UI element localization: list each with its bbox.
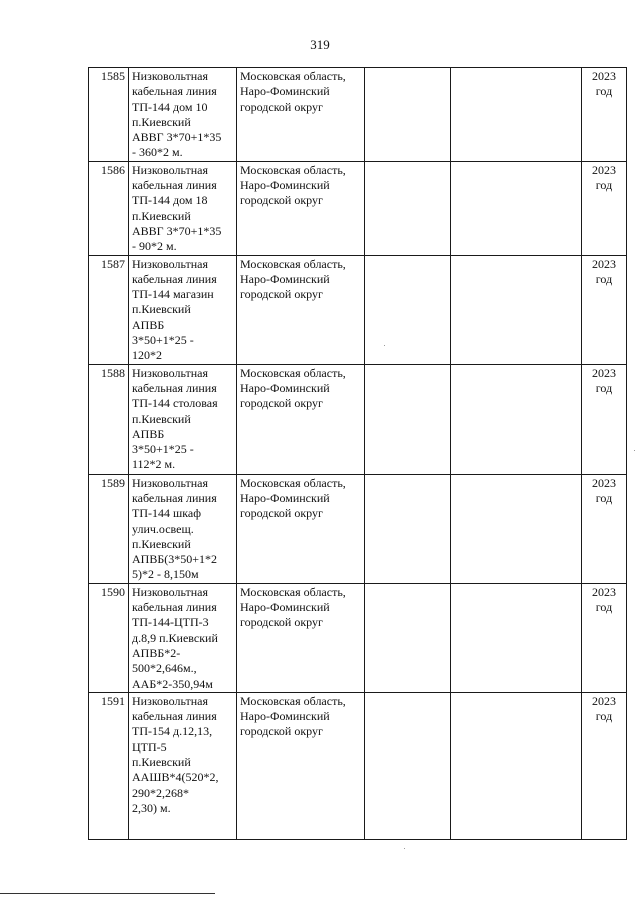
empty-cell <box>451 692 582 839</box>
year-cell: 2023 год <box>582 364 627 474</box>
row-number-cell: 1588 <box>89 364 129 474</box>
row-number-cell: 1587 <box>89 255 129 364</box>
location-cell: Московская область, Наро-Фоминский городской округ <box>237 583 365 692</box>
empty-cell <box>451 255 582 364</box>
year-cell: 2023 год <box>582 255 627 364</box>
scan-speck <box>404 848 405 849</box>
row-number-cell: 1586 <box>89 161 129 255</box>
scan-speck <box>384 345 385 346</box>
object-name-cell: Низковольтная кабельная линия ТП-144 магазин п.Киевский АПВБ 3*50+1*25 - 120*2 <box>129 255 237 364</box>
table-row <box>89 68 627 162</box>
empty-cell <box>451 364 582 474</box>
footnote-rule <box>0 893 215 894</box>
registry-table-body <box>89 68 627 840</box>
object-name-cell: Низковольтная кабельная линия ТП-144 шкаф улич.освещ. п.Киевский АПВБ(3*50+1*2 5)*2 - 8,150м <box>129 474 237 583</box>
empty-cell <box>365 474 451 583</box>
year-cell: 2023 год <box>582 474 627 583</box>
table-row <box>89 255 627 364</box>
table-row <box>89 692 627 839</box>
page-number: 319 <box>310 37 330 52</box>
scan-speck <box>634 450 635 451</box>
empty-cell <box>365 255 451 364</box>
empty-cell <box>451 474 582 583</box>
year-cell: 2023 год <box>582 692 627 839</box>
year-cell: 2023 год <box>582 68 627 162</box>
table-row <box>89 583 627 692</box>
table-row <box>89 474 627 583</box>
empty-cell <box>451 68 582 162</box>
location-cell: Московская область, Наро-Фоминский городской округ <box>237 161 365 255</box>
object-name-cell: Низковольтная кабельная линия ТП-144-ЦТП-3 д.8,9 п.Киевский АПВБ*2- 500*2,646м., ААБ*2-350,94м <box>129 583 237 692</box>
table-row <box>89 161 627 255</box>
empty-cell <box>365 583 451 692</box>
location-cell: Московская область, Наро-Фоминский городской округ <box>237 68 365 162</box>
object-name-cell: Низковольтная кабельная линия ТП-144 столовая п.Киевский АПВБ 3*50+1*25 - 112*2 м. <box>129 364 237 474</box>
row-number-cell: 1585 <box>89 68 129 162</box>
location-cell: Московская область, Наро-Фоминский городской округ <box>237 474 365 583</box>
row-number-cell: 1591 <box>89 692 129 839</box>
empty-cell <box>365 692 451 839</box>
empty-cell <box>365 161 451 255</box>
empty-cell <box>451 161 582 255</box>
year-cell: 2023 год <box>582 161 627 255</box>
empty-cell <box>365 68 451 162</box>
row-number-cell: 1590 <box>89 583 129 692</box>
empty-cell <box>451 583 582 692</box>
location-cell: Московская область, Наро-Фоминский городской округ <box>237 255 365 364</box>
registry-table <box>88 67 627 840</box>
location-cell: Московская область, Наро-Фоминский городской округ <box>237 692 365 839</box>
row-number-cell: 1589 <box>89 474 129 583</box>
empty-cell <box>365 364 451 474</box>
object-name-cell: Низковольтная кабельная линия ТП-154 д.12,13, ЦТП-5 п.Киевский ААШВ*4(520*2, 290*2,268* 2,30) м. <box>129 692 237 839</box>
location-cell: Московская область, Наро-Фоминский городской округ <box>237 364 365 474</box>
object-name-cell: Низковольтная кабельная линия ТП-144 дом 10 п.Киевский АВВГ 3*70+1*35 - 360*2 м. <box>129 68 237 162</box>
table-row <box>89 364 627 474</box>
object-name-cell: Низковольтная кабельная линия ТП-144 дом 18 п.Киевский АВВГ 3*70+1*35 - 90*2 м. <box>129 161 237 255</box>
year-cell: 2023 год <box>582 583 627 692</box>
